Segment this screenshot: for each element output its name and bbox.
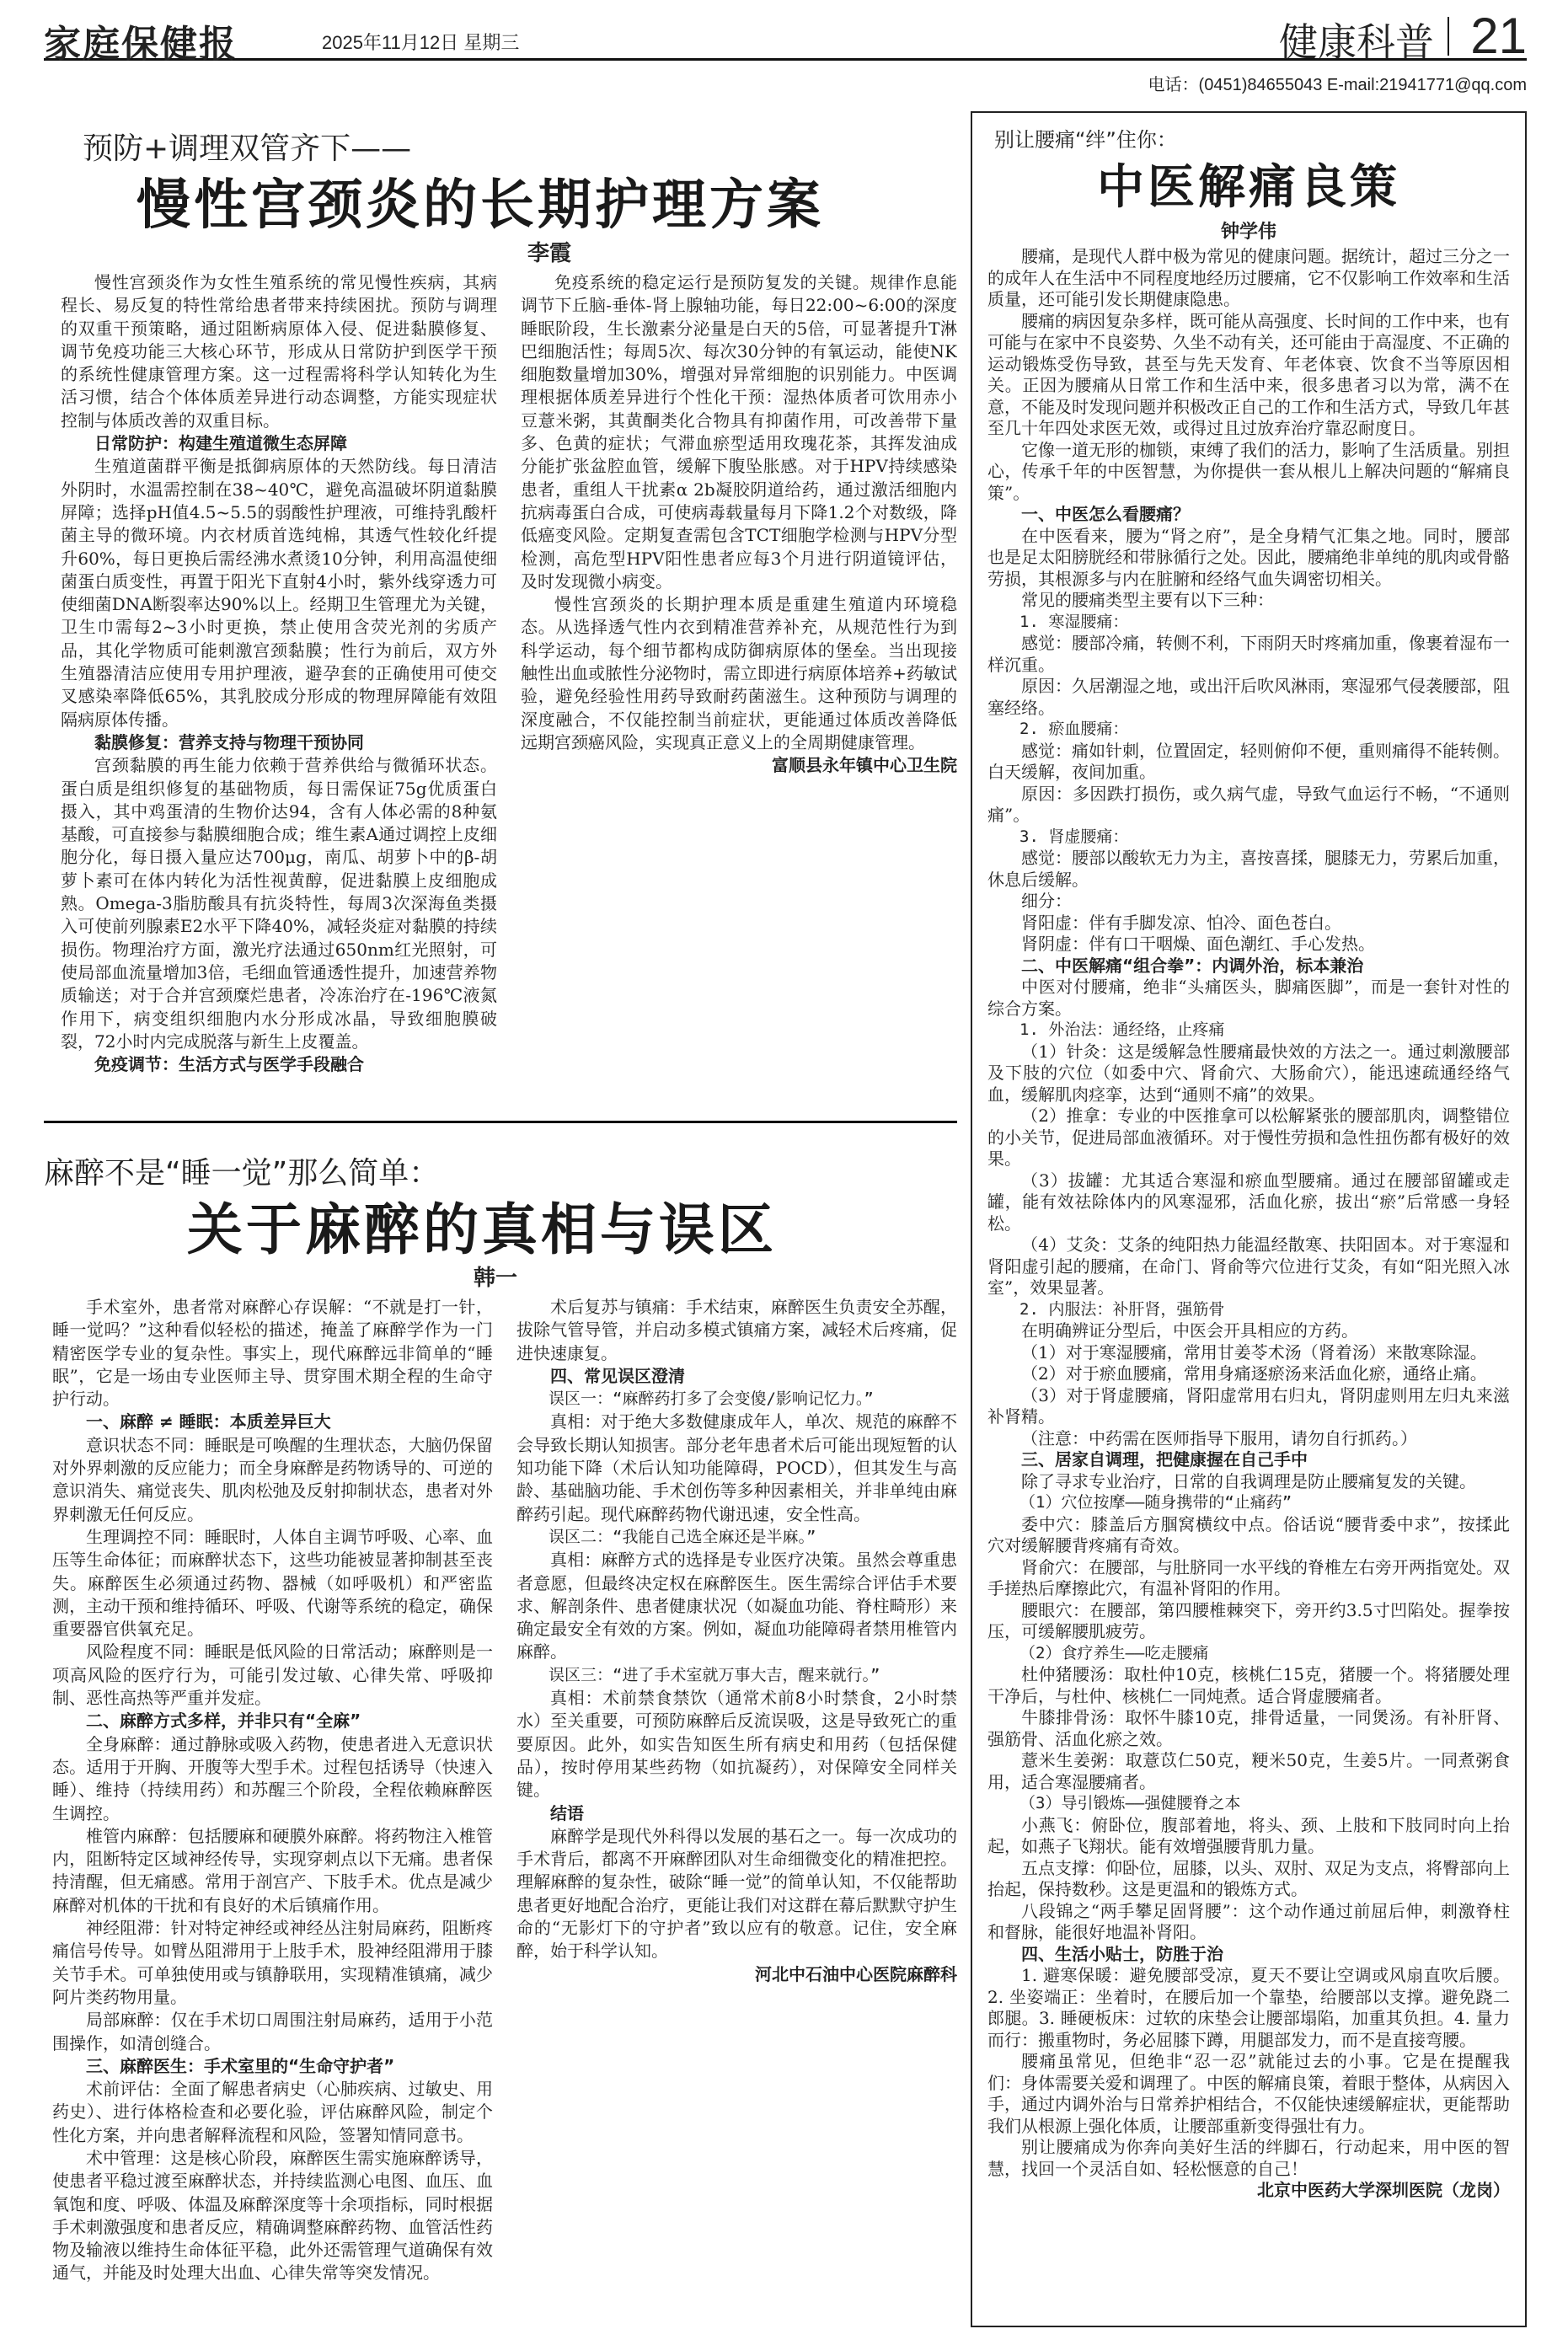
- paragraph: 椎管内麻醉：包括腰麻和硬膜外麻醉。将药物注入椎管内，阻断特定区域神经传导，实现穿刺点以下无痛。患者保持清醒，但无痛感。常用于剖宫产、下肢手术。优点是减少麻醉对机体的干扰和有良好的术后镇痛作用。: [52, 1825, 493, 1915]
- paragraph: 五点支撑：仰卧位，屈膝，以头、双肘、双足为支点，将臀部向上抬起，保持数秒。这是更温和的锻炼方式。: [987, 1857, 1510, 1899]
- paragraph: 慢性宫颈炎的长期护理本质是重建生殖道内环境稳态。从选择透气性内衣到精准营养补充，从规范性行为到科学运动，每个细节都构成防御病原体的堡垒。当出现接触性出血或脓性分泌物时，需立即进行病原体培养+药敏试验，避免经验性用药导致耐药菌滋生。这种预防与调理的深度融合，不仅能控制当前症状，更能通过体质改善降低远期宫颈癌风险，实现真正意义上的全周期健康管理。: [521, 594, 957, 752]
- paragraph: 免疫系统的稳定运行是预防复发的关键。规律作息能调节下丘脑-垂体-肾上腺轴功能，每日22:00~6:00的深度睡眠阶段，生长激素分泌量是白天的5倍，可显著提升T淋巴细胞活性；每周5次、每次30分钟的有氧运动，能使NK细胞数量增加30%，增强对异常细胞的识别能力。中医调理根据体质差异进行个性化干预：湿热体质者可饮用赤小豆薏米粥，其黄酮类化合物具有抑菌作用，可改善带下量多、色黄的症状；气滞血瘀型适用玫瑰花茶，其挥发油成分能扩张盆腔血管，缓解下腹坠胀感。对于HPV持续感染患者，重组人干扰素α 2b凝胶阴道给药，通过激活细胞内抗病毒蛋白合成，可使病毒载量每月下降1.2个对数级，降低癌变风险。定期复查需包含TCT细胞学检测与HPV分型检测，高危型HPV阳性患者应每3个月进行阴道镜评估，及时发现微小病变。: [521, 272, 957, 592]
- paragraph: 原因：久居潮湿之地，或出汗后吹风淋雨，寒湿邪气侵袭腰部，阻塞经络。: [987, 676, 1510, 718]
- article-body: [52, 1296, 957, 2324]
- paragraph: 腰眼穴：在腰部，第四腰椎棘突下，旁开约3.5寸凹陷处。握拳按压，可缓解腰肌疲劳。: [987, 1599, 1510, 1641]
- paragraph: （3）导引锻炼——强健腰脊之本: [1019, 1794, 1241, 1812]
- paragraph: 薏米生姜粥：取薏苡仁50克，粳米50克，生姜5片。一同煮粥食用，适合寒湿腰痛者。: [987, 1750, 1510, 1792]
- paragraph: （1）针灸：这是缓解急性腰痛最快效的方法之一。通过刺激腰部及下肢的穴位（如委中穴、肾俞穴、大肠俞穴），能迅速疏通经络气血，缓解肌肉痉挛，达到“通则不痛”的效果。: [987, 1041, 1510, 1105]
- paragraph: （注意：中药需在医师指导下服用，请勿自行抓药。）: [1021, 1427, 1417, 1448]
- paragraph: 牛膝排骨汤：取怀牛膝10克，排骨适量，一同煲汤。有补肝肾、强筋骨、活血化瘀之效。: [987, 1707, 1510, 1749]
- paragraph: 在明确辨证分型后，中医会开具相应的方药。: [1021, 1320, 1358, 1341]
- paragraph: （1）对于寒湿腰痛，常用甘姜苓术汤（肾着汤）来散寒除湿。: [1021, 1341, 1487, 1363]
- page-number: 21: [1470, 8, 1527, 64]
- paragraph: （3）对于肾虚腰痛，肾阳虚常用右归丸，肾阴虚则用左归丸来滋补肾精。: [987, 1384, 1510, 1427]
- section-heading: 日常防护：构建生殖道微生态屏障: [94, 433, 347, 454]
- paragraph: 委中穴：膝盖后方腘窝横纹中点。俗话说“腰背委中求”，按揉此穴对缓解腰背疼痛有奇效。: [987, 1513, 1510, 1555]
- paragraph: 慢性宫颈炎作为女性生殖系统的常见慢性疾病，其病程长、易反复的特性常给患者带来持续困扰。预防与调理的双重干预策略，通过阻断病原体入侵、促进黏膜修复、调节免疫功能三大核心环节，形成从日常防护到医学干预的系统性健康管理方案。这一过程需将科学认知转化为生活习惯，结合个体体质差异进行动态调整，方能实现症状控制与体质改善的双重目标。: [61, 272, 497, 431]
- article-kicker: 麻醉不是“睡一觉”那么简单：: [44, 1156, 440, 1191]
- section-heading: 四、常见误区澄清: [550, 1365, 685, 1386]
- paragraph: 神经阻滞：针对特定神经或神经丛注射局麻药，阻断疼痛信号传导。如臂丛阻滞用于上肢手术，股神经阻滞用于膝关节手术。可单独使用或与镇静联用，实现精准镇痛，减少阿片类药物用量。: [52, 1918, 493, 2007]
- section-heading: 三、麻醉医生：手术室里的“生命守护者”: [86, 2055, 395, 2076]
- article-title: 关于麻醉的真相与误区: [187, 1197, 777, 1262]
- paragraph: 2. 瘀血腰痛：: [1019, 720, 1129, 738]
- byline-institution: 北京中医药大学深圳医院（龙岗）: [1257, 2180, 1510, 2200]
- paragraph: 术后复苏与镇痛：手术结束，麻醉医生负责安全苏醒，拔除气管导管，并启动多模式镇痛方案，减轻术后疼痛，促进快速康复。: [516, 1297, 957, 1363]
- article-author: 韩一: [474, 1266, 518, 1291]
- section-heading: 黏膜修复：营养支持与物理干预协同: [94, 731, 364, 752]
- section-heading: 四、生活小贴士，防胜于治: [1021, 1943, 1223, 1964]
- section-title: 健康科普: [1279, 19, 1434, 65]
- section-heading: 二、麻醉方式多样，并非只有“全麻”: [86, 1711, 361, 1732]
- section-heading: 一、中医怎么看腰痛？: [1021, 504, 1190, 524]
- article-title: 中医解痛良策: [1097, 159, 1400, 215]
- masthead: [44, 8, 1527, 66]
- section-heading: 二、中医解痛“组合拳”：内调外治，标本兼治: [1021, 955, 1364, 976]
- paragraph: 1. 寒湿腰痛：: [1019, 612, 1129, 631]
- paragraph: 肾俞穴：在腰部，与肚脐同一水平线的脊椎左右旁开两指宽处。双手搓热后摩擦此穴，有温补肾阳的作用。: [987, 1556, 1510, 1598]
- paragraph: 真相：麻醉方式的选择是专业医疗决策。虽然会尊重患者意愿，但最终决定权在麻醉医生。医生需综合评估手术要求、解剖条件、患者健康状况（如凝血功能、脊柱畸形）来确定最安全有效的方案。例如，凝血功能障碍者禁用椎管内麻醉。: [516, 1550, 957, 1662]
- paragraph: 肾阳虚：伴有手脚发凉、怕冷、面色苍白。: [1021, 912, 1341, 933]
- paragraph: 真相：术前禁食禁饮（通常术前8小时禁食，2小时禁水）至关重要，可预防麻醉后反流误吸，这是导致死亡的重要原因。此外，如实告知医生所有病史和用药（包括保健品），按时停用某些药物（如抗凝药），对保障安全同样关键。: [516, 1688, 957, 1801]
- paragraph: 术中管理：这是核心阶段，麻醉医生需实施麻醉诱导，使患者平稳过渡至麻醉状态，并持续监测心电图、血压、血氧饱和度、呼吸、体温及麻醉深度等十余项指标，同时根据手术刺激强度和患者反应，精确调整麻醉药物、血管活性药物及输液以维持生命体征平稳，此外还需管理气道确保有效通气，并能及时处理大出血、心律失常等突发情况。: [52, 2147, 493, 2283]
- paragraph: 术前评估：全面了解患者病史（心肺疾病、过敏史、用药史）、进行体格检查和必要化验，评估麻醉风险，制定个性化方案，并向患者解释流程和风险，签署知情同意书。: [52, 2079, 493, 2145]
- paragraph: 腰痛，是现代人群中极为常见的健康问题。据统计，超过三分之一的成年人在生活中不同程度地经历过腰痛，它不仅影响工作效率和生活质量，还可能引发长期健康隐患。: [987, 246, 1510, 309]
- paragraph: 中医对付腰痛，绝非“头痛医头，脚痛医脚”，而是一套针对性的综合方案。: [987, 977, 1510, 1019]
- section-heading: 结语: [550, 1802, 584, 1823]
- paragraph: 误区三：“进了手术室就万事大吉，醒来就行。”: [549, 1665, 880, 1684]
- paragraph: 麻醉学是现代外科得以发展的基石之一。每一次成功的手术背后，都离不开麻醉团队对生命细微变化的精准把控。理解麻醉的复杂性，破除“睡一觉”的简单认知，不仅能帮助患者更好地配合治疗，更能让我们对这群在幕后默默守护生命的“无影灯下的守护者”致以应有的敬意。记住，安全麻醉，始于科学认知。: [516, 1825, 957, 1962]
- paragraph: 宫颈黏膜的再生能力依赖于营养供给与微循环状态。蛋白质是组织修复的基础物质，每日需保证75g优质蛋白摄入，其中鸡蛋清的生物价达94，含有人体必需的8种氨基酸，可直接参与黏膜细胞合成；维生素A通过调控上皮细胞分化，每日摄入量应达700μg，南瓜、胡萝卜中的β-胡萝卜素可在体内转化为活性视黄醇，促进黏膜上皮细胞成熟。Omega-3脂肪酸具有抗炎特性，每周3次深海鱼类摄入可使前列腺素E2水平下降40%，减轻炎症对黏膜的持续损伤。物理治疗方面，激光疗法通过650nm红光照射，可使局部血流量增加3倍，毛细血管通透性提升，加速营养物质输送；对于合并宫颈糜烂患者，冷冻治疗在-196℃液氮作用下，病变组织细胞内水分形成冰晶，导致细胞膜破裂，72小时内完成脱落与新生上皮覆盖。: [61, 755, 497, 1052]
- section-heading: 一、麻醉 ≠ 睡眠：本质差异巨大: [86, 1411, 331, 1432]
- paragraph: （3）拔罐：尤其适合寒湿和瘀血型腰痛。通过在腰部留罐或走罐，能有效祛除体内的风寒湿邪，活血化瘀，拔出“瘀”后常感一身轻松。: [987, 1170, 1510, 1234]
- paragraph: 它像一道无形的枷锁，束缚了我们的活力，影响了生活质量。别担心，传承千年的中医智慧，为你提供一套从根儿上解决问题的“解痛良策”。: [987, 439, 1510, 503]
- paragraph: 腰痛的病因复杂多样，既可能从高强度、长时间的工作中来，也有可能与在家中不良姿势、久坐不动有关，还可能由于高湿度、不正确的运动锻炼受伤导致，甚至与先天发育、年老体衰、饮食不当等原因相关。正因为腰痛从日常工作和生活中来，很多患者习以为常，满不在意，不能及时发现问题并积极改正自己的工作和生活方式，导致几年甚至几十年四处求医无效，或得过且过放弃治疗靠忍耐度日。: [987, 310, 1510, 438]
- paragraph: 小燕飞：俯卧位，腹部着地，将头、颈、上肢和下肢同时向上抬起，如燕子飞翔状。能有效增强腰背肌力量。: [987, 1814, 1510, 1856]
- paragraph: 3. 肾虚腰痛：: [1019, 827, 1129, 846]
- section-heading: 免疫调节：生活方式与医学手段融合: [94, 1054, 364, 1075]
- paragraph: 误区二：“我能自己选全麻还是半麻。”: [549, 1527, 816, 1546]
- article-author: 钟学伟: [1220, 222, 1276, 243]
- paragraph: 意识状态不同：睡眠是可唤醒的生理状态，大脑仍保留对外界刺激的反应能力；而全身麻醉是药物诱导的、可逆的意识消失、痛觉丧失、肌肉松弛及反射抑制状态，患者对外界刺激无任何反应。: [52, 1434, 493, 1524]
- paragraph: 常见的腰痛类型主要有以下三种：: [1021, 590, 1274, 610]
- paragraph: 感觉：腰部以酸软无力为主，喜按喜揉，腿膝无力，劳累后加重，休息后缓解。: [987, 848, 1510, 890]
- contact-line: 电话：(0451)84655043 E-mail:21941771@qq.com: [1148, 76, 1527, 94]
- article-back-pain: [971, 111, 1527, 2327]
- paragraph: 除了寻求专业治疗，日常的自我调理是防止腰痛复发的关键。: [1021, 1470, 1476, 1491]
- section-divider: [44, 1121, 957, 1123]
- masthead-divider: [1448, 17, 1449, 56]
- article-body: [987, 246, 1510, 2324]
- paragraph: 别让腰痛成为你奔向美好生活的绊脚石，行动起来，用中医的智慧，找回一个灵活自如、轻松惬意的自己！: [987, 2137, 1510, 2179]
- article-anesthesia: [44, 1129, 957, 2330]
- paragraph: 感觉：痛如针刺，位置固定，轻则俯仰不便，重则痛得不能转侧。白天缓解，夜间加重。: [987, 740, 1510, 782]
- paper-name: 家庭保健报: [44, 23, 238, 66]
- byline-institution: 富顺县永年镇中心卫生院: [772, 755, 957, 776]
- paragraph: 1. 外治法：通经络，止疼痛: [1019, 1020, 1225, 1039]
- paragraph: 全身麻醉：通过静脉或吸入药物，使患者进入无意识状态。适用于开胸、开腹等大型手术。过程包括诱导（快速入睡）、维持（持续用药）和苏醒三个阶段，全程依赖麻醉医生调控。: [52, 1733, 493, 1823]
- paragraph: 在中医看来，腰为“肾之府”，是全身精气汇集之地。同时，腰部也是足太阳膀胱经和带脉循行之处。因此，腰痛绝非单纯的肌肉或骨骼劳损，其根源多与内在脏腑和经络气血失调密切相关。: [987, 525, 1510, 589]
- paragraph: 生殖道菌群平衡是抵御病原体的天然防线。每日清洁外阴时，水温需控制在38~40℃，避免高温破坏阴道黏膜屏障；选择pH值4.5~5.5的弱酸性护理液，可维持乳酸杆菌主导的微环境。内衣材质首选纯棉，其透气性较化纤提升60%，每日更换后需经沸水煮烫10分钟，利用高温使细菌蛋白质变性，再置于阳光下直射4小时，紫外线穿透力可使细菌DNA断裂率达90%以上。经期卫生管理尤为关键，卫生巾需每2~3小时更换，禁止使用含荧光剂的劣质产品，其化学物质可能刺激宫颈黏膜；性行为前后，双方外生殖器清洁应使用专用护理液，避孕套的正确使用可使交叉感染率降低65%，其乳胶成分形成的物理屏障能有效阻隔病原体传播。: [61, 456, 497, 730]
- paragraph: 细分：: [1021, 891, 1072, 911]
- paragraph: 杜仲猪腰汤：取杜仲10克，核桃仁15克，猪腰一个。将猪腰处理干净后，与杜仲、核桃仁一同炖煮。适合肾虚腰痛者。: [987, 1664, 1510, 1706]
- paragraph: 1. 避寒保暖：避免腰部受凉，夏天不要让空调或风扇直吹后腰。2. 坐姿端正：坐着时，在腰后加一个靠垫，给腰部以支撑。避免跷二郎腿。3. 睡硬板床：过软的床垫会让腰部塌陷，加重其负担。4. 量力而行：搬重物时，务必屈膝下蹲，用腿部发力，而不是直接弯腰。: [987, 1965, 1510, 2050]
- paragraph: （2）食疗养生——吃走腰痛: [1019, 1643, 1209, 1662]
- article-title: 慢性宫颈炎的长期护理方案: [136, 174, 824, 237]
- paragraph: 真相：对于绝大多数健康成年人，单次、规范的麻醉不会导致长期认知损害。部分老年患者术后可能出现短暂的认知功能下降（术后认知功能障碍，POCD），但其发生与高龄、基础脑功能、手术创伤等多种因素相关，并非单纯由麻醉药引起。现代麻醉药物代谢迅速，安全性高。: [516, 1411, 957, 1524]
- article-author: 李霞: [527, 241, 572, 266]
- paragraph: 生理调控不同：睡眠时，人体自主调节呼吸、心率、血压等生命体征；而麻醉状态下，这些功能被显著抑制甚至丧失。麻醉医生必须通过药物、器械（如呼吸机）和严密监测，主动干预和维持循环、呼吸、代谢等系统的稳定，确保重要器官供氧充足。: [52, 1526, 493, 1640]
- article-kicker: 别让腰痛“绊”住你：: [994, 128, 1177, 152]
- paragraph: （2）推拿：专业的中医推拿可以松解紧张的腰部肌肉，调整错位的小关节，促进局部血液循环。对于慢性劳损和急性扭伤都有极好的效果。: [987, 1106, 1510, 1169]
- paragraph: 原因：多因跌打损伤，或久病气虚，导致气血运行不畅，“不通则痛”。: [987, 783, 1510, 825]
- section-heading: 三、居家自调理，把健康握在自己手中: [1021, 1449, 1308, 1470]
- paragraph: 感觉：腰部冷痛，转侧不利，下雨阴天时疼痛加重，像裹着湿布一样沉重。: [987, 633, 1510, 675]
- paragraph: 误区一：“麻醉药打多了会变傻/影响记忆力。”: [549, 1389, 874, 1409]
- paragraph: 手术室外，患者常对麻醉心存误解：“不就是打一针，睡一觉吗？”这种看似轻松的描述，掩盖了麻醉学作为一门精密医学专业的复杂性。事实上，现代麻醉远非简单的“睡眠”，它是一场由专业医师主导、贯穿围术期全程的生命守护行动。: [52, 1297, 493, 1410]
- paragraph: 腰痛虽常见，但绝非“忍一忍”就能过去的小事。它是在提醒我们：身体需要关爱和调理了。中医的解痛良策，着眼于整体，从病因入手，通过内调外治与日常养护相结合，不仅能快速缓解症状，更能帮助我们从根源上强化体质，让腰部重新变得强壮有力。: [987, 2051, 1510, 2136]
- paragraph: 肾阴虚：伴有口干咽燥、面色潮红、手心发热。: [1021, 934, 1375, 954]
- paragraph: 2. 内服法：补肝肾，强筋骨: [1019, 1299, 1225, 1319]
- paragraph: 局部麻醉：仅在手术切口周围注射局麻药，适用于小范围操作，如清创缝合。: [52, 2010, 493, 2053]
- article-body: [61, 271, 957, 1106]
- paragraph: （4）艾灸：艾条的纯阳热力能温经散寒、扶阳固本。对于寒湿和肾阳虚引起的腰痛，在命门、肾俞等穴位进行艾灸，有如“阳光照入冰室”，效果显著。: [987, 1234, 1510, 1298]
- paragraph: 风险程度不同：睡眠是低风险的日常活动；麻醉则是一项高风险的医疗行为，可能引发过敏、心律失常、呼吸抑制、恶性高热等严重并发症。: [52, 1641, 493, 1709]
- paragraph: 八段锦之“两手攀足固肾腰”：这个动作通过前屈后伸，刺激脊柱和督脉，能很好地温补肾阳。: [987, 1900, 1510, 1942]
- paragraph: （1）穴位按摩——随身携带的“止痛药”: [1019, 1493, 1292, 1512]
- article-cervicitis: [44, 118, 957, 1112]
- byline-institution: 河北中石油中心医院麻醉科: [755, 1963, 957, 1984]
- issue-date: 2025年11月12日 星期三: [322, 32, 520, 53]
- paragraph: （2）对于瘀血腰痛，常用身痛逐瘀汤来活血化瘀，通络止痛。: [1021, 1363, 1487, 1384]
- article-kicker: 预防+调理双管齐下——: [83, 131, 412, 166]
